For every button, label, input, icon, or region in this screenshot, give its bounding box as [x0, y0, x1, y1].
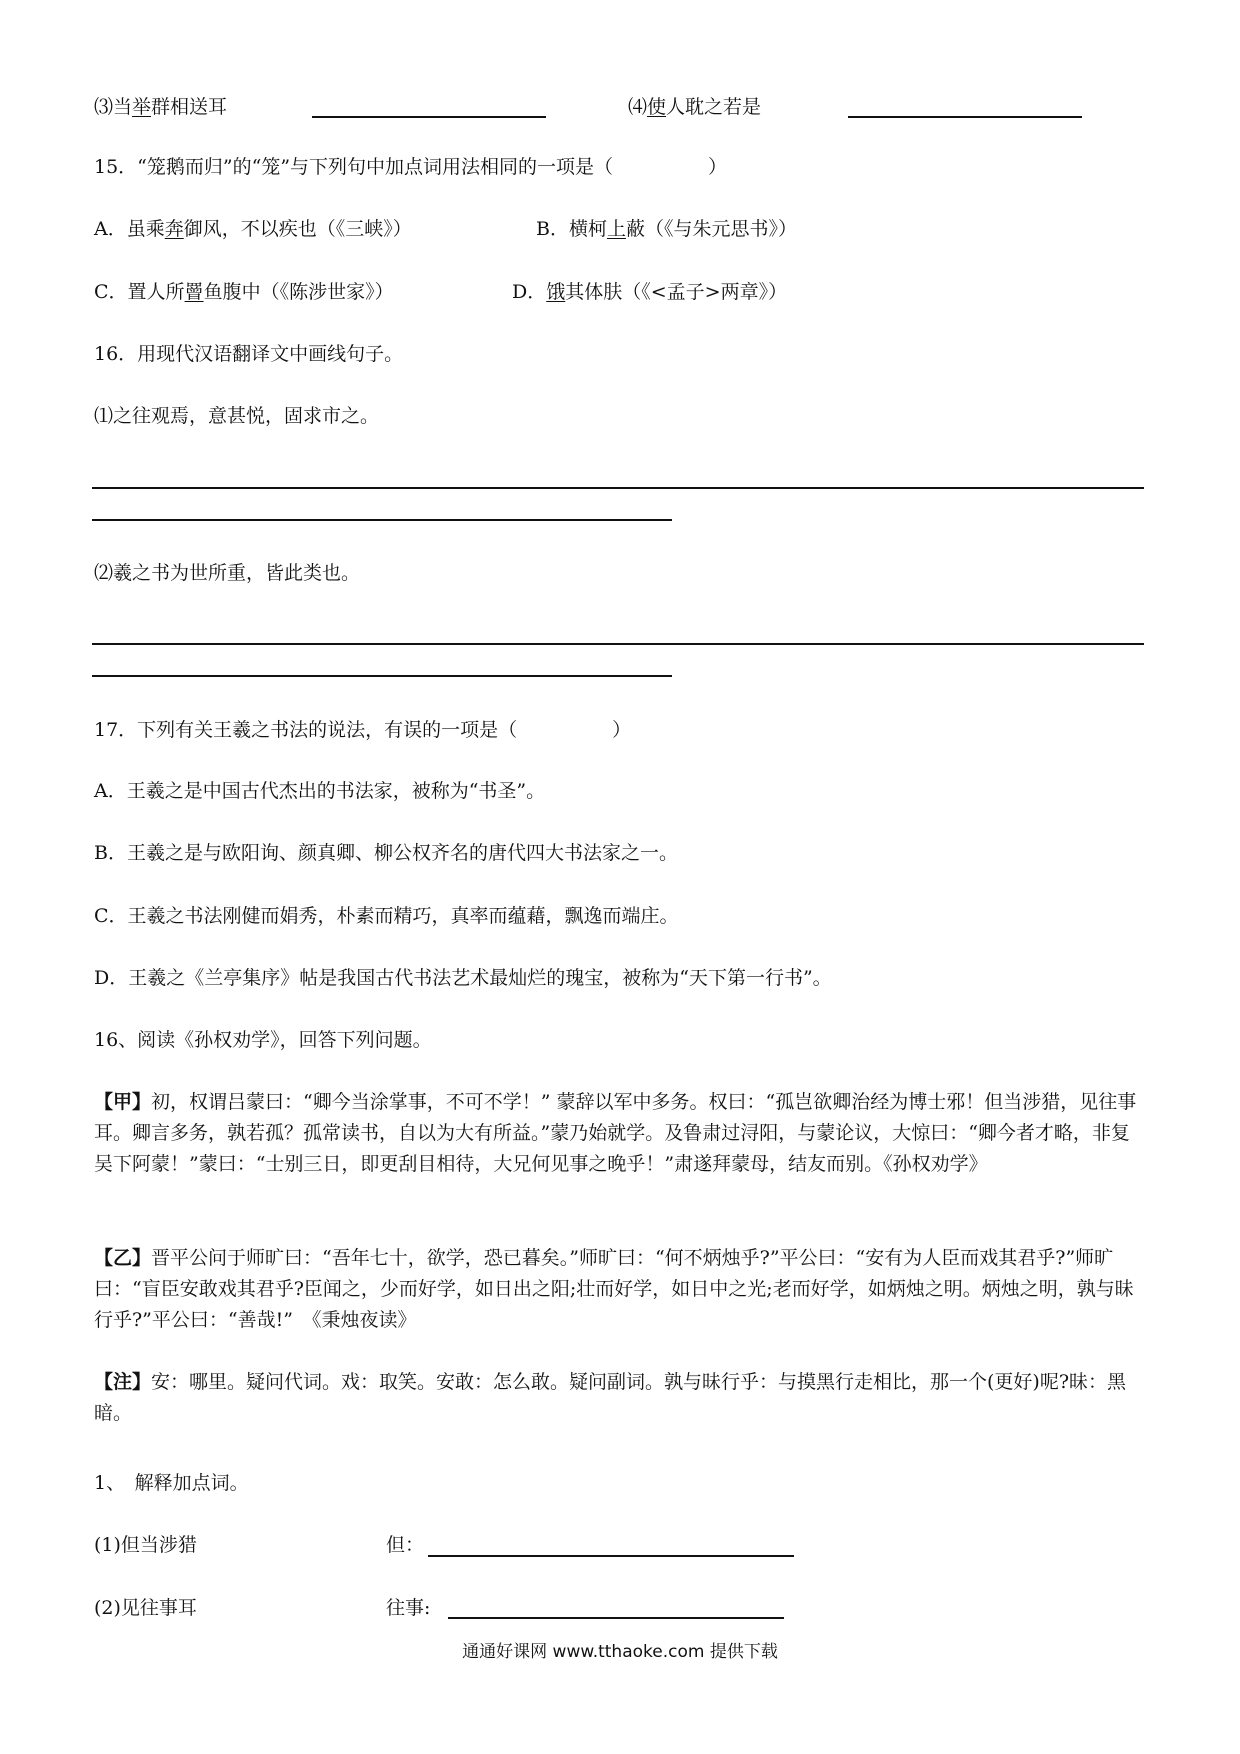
q14-item-4: ⑷使人耽之若是: [628, 96, 762, 118]
answer-line-q16-2a[interactable]: [92, 643, 1144, 645]
q17-stem: 17．下列有关王羲之书法的说法，有误的一项是（ ）: [94, 719, 632, 741]
q15-stem: 15．“笼鹅而归”的“笼”与下列句中加点词用法相同的一项是（ ）: [94, 156, 728, 178]
passage-yi: 【乙】晋平公问于师旷曰：“吾年七十，欲学，恐已暮矣。”师旷曰：“何不炳烛乎?”平公曰：“安有为人臣而戏其君乎?”师旷曰：“盲臣安敢戏其君乎?臣闻之，少而好学，如日出之阳;壮而好学，如日中之光;老而好学，如炳烛之明。炳烛之明，孰与昧行乎?”平公曰：“善哉!” 《秉烛夜读》: [94, 1247, 1134, 1331]
answer-line-sub1-1[interactable]: [428, 1555, 794, 1557]
q17-option-b: B．王羲之是与欧阳询、颜真卿、柳公权齐名的唐代四大书法家之一。: [94, 842, 678, 864]
q15-option-a: A．虽乘奔御风，不以疾也（《三峡》）: [94, 218, 412, 240]
sub1-item-2: (2)见往事耳: [94, 1597, 197, 1619]
answer-line-sub1-2[interactable]: [448, 1617, 784, 1619]
answer-line-q16-2b[interactable]: [92, 675, 672, 677]
q14-item-3: ⑶当举群相送耳: [94, 96, 228, 118]
reading-title: 16、阅读《孙权劝学》，回答下列问题。: [94, 1029, 432, 1051]
q15-option-c: C．置人所罾鱼腹中（《陈涉世家》）: [94, 281, 394, 303]
sub1-item-2-label: 往事:: [386, 1597, 431, 1619]
passage-jia: 【甲】初，权谓吕蒙曰：“卿今当涂掌事，不可不学！” 蒙辞以军中多务。权曰：“孤岂欲卿治经为博士邪！但当涉猎，见往事耳。卿言多务，孰若孤？孤常读书，自以为大有所益。”蒙乃始就学。及鲁肃过浔阳，与蒙论议，大惊曰：“卿今者才略，非复吴下阿蒙！”蒙曰：“士别三日，即更刮目相待，大兄何见事之晚乎！”肃遂拜蒙母，结友而别。《孙权劝学》: [94, 1091, 1137, 1175]
sub1-item-1-label: 但：: [386, 1534, 425, 1556]
q16-stem: 16．用现代汉语翻译文中画线句子。: [94, 343, 404, 365]
answer-line-q14-3[interactable]: [312, 116, 546, 118]
q17-option-a: A．王羲之是中国古代杰出的书法家，被称为“书圣”。: [94, 780, 546, 802]
q16-sentence-1: ⑴之往观焉，意甚悦，固求市之。: [94, 405, 380, 427]
page-footer: 通通好课网 www.tthaoke.com 提供下载: [462, 1642, 778, 1662]
sub1-item-1: (1)但当涉猎: [94, 1534, 197, 1556]
q17-option-c: C．王羲之书法刚健而娟秀，朴素而精巧，真率而蕴藉，飘逸而端庄。: [94, 905, 679, 927]
passage-note: 【注】安：哪里。疑问代词。戏：取笑。安敢：怎么敢。疑问副词。孰与昧行乎：与摸黑行走相比，那一个(更好)呢?昧：黑暗。: [94, 1371, 1127, 1424]
answer-line-q16-1b[interactable]: [92, 519, 672, 521]
q17-option-d: D．王羲之《兰亭集序》帖是我国古代书法艺术最灿烂的瑰宝，被称为“天下第一行书”。: [94, 967, 832, 989]
q16-sentence-2: ⑵羲之书为世所重，皆此类也。: [94, 562, 361, 584]
answer-line-q14-4[interactable]: [848, 116, 1082, 118]
sub1-stem: 1、 解释加点词。: [94, 1472, 249, 1494]
q15-option-d: D．饿其体肤（《<孟子>两章》）: [512, 281, 788, 303]
answer-line-q16-1a[interactable]: [92, 487, 1144, 489]
q15-option-b: B．横柯上蔽（《与朱元思书》）: [536, 218, 797, 240]
